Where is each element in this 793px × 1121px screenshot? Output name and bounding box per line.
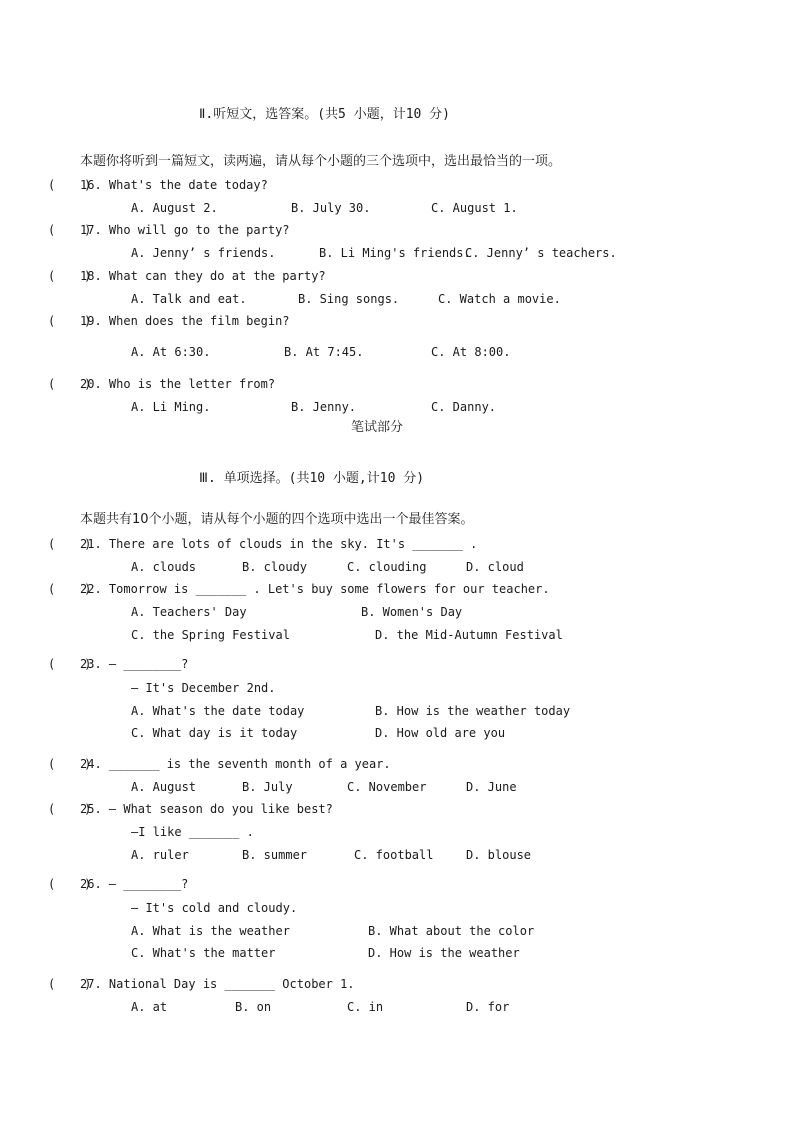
option-b: B. Jenny. [291, 400, 357, 414]
option-a: A. Teachers' Day [131, 605, 247, 619]
option-a: A. What is the weather [131, 924, 290, 938]
section-2-instruction: 本题你将听到一篇短文，读两遍，请从每个小题的三个选项中，选出最恰当的一项。 [80, 154, 562, 169]
question-stem: 19. When does the film begin? [80, 314, 290, 328]
answer-paren[interactable]: ( ) [48, 377, 92, 391]
dialogue-reply: — It's cold and cloudy. [131, 901, 298, 915]
option-b: B. on [235, 1000, 272, 1014]
option-b: B. cloudy [242, 560, 308, 574]
question-stem: 18. What can they do at the party? [80, 269, 326, 283]
question-stem: 23. — ________? [80, 657, 189, 671]
option-d: D. for [466, 1000, 510, 1014]
question-stem: 16. What's the date today? [80, 178, 268, 192]
answer-paren[interactable]: ( ) [48, 314, 92, 328]
option-c: C. Watch a movie. [438, 292, 561, 306]
option-d: D. blouse [466, 848, 532, 862]
option-a: A. What's the date today [131, 704, 305, 718]
option-c: C. At 8:00. [431, 345, 511, 359]
option-a: A. Talk and eat. [131, 292, 247, 306]
option-b: B. July [242, 780, 293, 794]
option-c: C. Jenny’ s teachers. [465, 246, 617, 260]
question-stem: 20. Who is the letter from? [80, 377, 276, 391]
option-b: B. Sing songs. [298, 292, 400, 306]
option-b: B. summer [242, 848, 308, 862]
dialogue-reply: —I like _______ . [131, 825, 254, 839]
option-d: D. the Mid-Autumn Festival [375, 628, 563, 642]
answer-paren[interactable]: ( ) [48, 657, 92, 671]
option-a: A. ruler [131, 848, 189, 862]
option-c: C. November [347, 780, 427, 794]
option-a: A. August 2. [131, 201, 218, 215]
option-b: B. Li Ming's friends. [319, 246, 471, 260]
question-stem: 17. Who will go to the party? [80, 223, 290, 237]
question-stem: 25. — What season do you like best? [80, 802, 333, 816]
answer-paren[interactable]: ( ) [48, 269, 92, 283]
section-2-title: Ⅱ.听短文，选答案。(共5 小题，计10 分) [199, 107, 451, 122]
section-3-title: Ⅲ. 单项选择。(共10 小题,计10 分) [199, 471, 425, 486]
option-b: B. At 7:45. [284, 345, 364, 359]
option-a: A. At 6:30. [131, 345, 211, 359]
option-b: B. July 30. [291, 201, 371, 215]
option-d: D. How old are you [375, 726, 506, 740]
option-a: A. at [131, 1000, 168, 1014]
option-c: C. Danny. [431, 400, 497, 414]
answer-paren[interactable]: ( ) [48, 537, 92, 551]
option-c: C. What day is it today [131, 726, 298, 740]
option-c: C. the Spring Festival [131, 628, 290, 642]
option-c: C. football [354, 848, 434, 862]
option-a: A. Jenny’ s friends. [131, 246, 276, 260]
option-a: A. August [131, 780, 197, 794]
option-d: D. How is the weather [368, 946, 520, 960]
option-b: B. How is the weather today [375, 704, 571, 718]
dialogue-reply: — It's December 2nd. [131, 681, 276, 695]
question-stem: 27. National Day is _______ October 1. [80, 977, 355, 991]
option-d: D. cloud [466, 560, 524, 574]
question-stem: 24. _______ is the seventh month of a year. [80, 757, 391, 771]
option-c: C. in [347, 1000, 384, 1014]
question-stem: 21. There are lots of clouds in the sky. It's _______ . [80, 537, 478, 551]
answer-paren[interactable]: ( ) [48, 977, 92, 991]
option-a: A. clouds [131, 560, 197, 574]
option-c: C. clouding [347, 560, 427, 574]
section-3-instruction: 本题共有10个小题，请从每个小题的四个选项中选出一个最佳答案。 [80, 512, 474, 527]
option-c: C. August 1. [431, 201, 518, 215]
question-stem: 22. Tomorrow is _______ . Let's buy some flowers for our teacher. [80, 582, 550, 596]
written-part-label: 笔试部分 [351, 420, 404, 435]
option-a: A. Li Ming. [131, 400, 211, 414]
option-b: B. Women's Day [361, 605, 463, 619]
answer-paren[interactable]: ( ) [48, 178, 92, 192]
option-b: B. What about the color [368, 924, 535, 938]
answer-paren[interactable]: ( ) [48, 877, 92, 891]
answer-paren[interactable]: ( ) [48, 223, 92, 237]
answer-paren[interactable]: ( ) [48, 582, 92, 596]
answer-paren[interactable]: ( ) [48, 802, 92, 816]
option-c: C. What's the matter [131, 946, 276, 960]
question-stem: 26. — ________? [80, 877, 189, 891]
answer-paren[interactable]: ( ) [48, 757, 92, 771]
option-d: D. June [466, 780, 517, 794]
